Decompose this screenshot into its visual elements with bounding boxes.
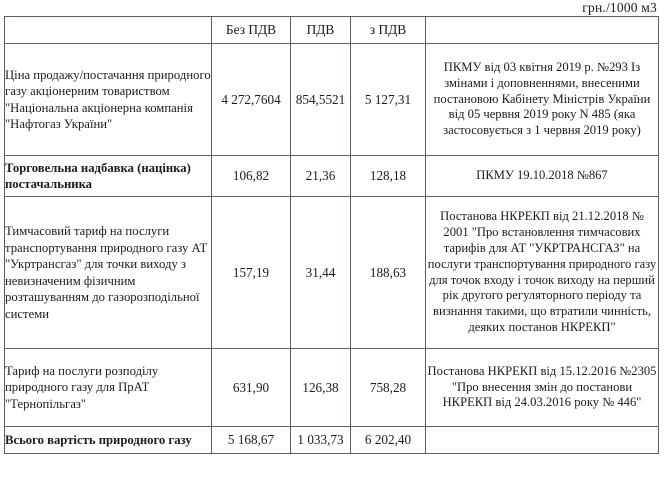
row-net-value: 106,82 — [212, 156, 291, 197]
gas-tariff-table — [4, 16, 659, 454]
row-vat-value: 126,38 — [291, 349, 351, 427]
row-legal-basis: Постанова НКРЕКП від 15.12.2016 №2305 "Про внесення змін до постанови НКРЕКП від 24.03.2016 року № 446" — [426, 349, 659, 427]
row-legal-basis: ПКМУ 19.10.2018 №867 — [426, 156, 659, 197]
row-vat-value: 854,5521 — [291, 44, 351, 156]
row-net-value: 631,90 — [212, 349, 291, 427]
table-total-row — [5, 427, 659, 454]
row-net-value: 4 272,7604 — [212, 44, 291, 156]
table-row — [5, 349, 659, 427]
table-header-row — [5, 17, 659, 44]
header-vat: ПДВ — [291, 17, 351, 44]
row-description: Тимчасовий тариф на послуги транспортування природного газу АТ "Укртрансгаз" для точки виходу з невизначеним фізичним розташуванням до газорозподільної системи — [5, 197, 212, 349]
unit-label: грн./1000 м3 — [582, 0, 657, 15]
row-description: Торговельна надбавка (націнка) постачальника — [5, 156, 212, 197]
row-net-value: 157,19 — [212, 197, 291, 349]
row-gross-value: 188,63 — [351, 197, 426, 349]
row-vat-value: 21,36 — [291, 156, 351, 197]
header-basis — [426, 17, 659, 44]
row-vat-value: 1 033,73 — [291, 427, 351, 454]
row-vat-value: 31,44 — [291, 197, 351, 349]
header-net: Без ПДВ — [212, 17, 291, 44]
row-gross-value: 5 127,31 — [351, 44, 426, 156]
row-gross-value: 128,18 — [351, 156, 426, 197]
row-legal-basis: ПКМУ від 03 квітня 2019 р. №293 Із змінами і доповненнями, внесеними постановою Кабінету Міністрів України від 05 червня 2019 року N 485 (яка застосовується з 1 червня 2019 року) — [426, 44, 659, 156]
row-description: Ціна продажу/постачання природного газу акціонерним товариством "Національна акціонерна компанія "Нафтогаз України" — [5, 44, 212, 156]
row-legal-basis — [426, 427, 659, 454]
row-description: Тариф на послуги розподілу природного газу для ПрАТ "Тернопільгаз" — [5, 349, 212, 427]
table-row — [5, 197, 659, 349]
table-row — [5, 44, 659, 156]
row-gross-value: 758,28 — [351, 349, 426, 427]
row-legal-basis: Постанова НКРЕКП від 21.12.2018 № 2001 "Про встановлення тимчасових тарифів для АТ "УКРТРАНСГАЗ" на послуги транспортування природного газу для точок входу і точок виходу на перший рік другого регуляторного періоду та визнання такими, що втратили чинність, деяких постанов НКРЕКП" — [426, 197, 659, 349]
row-gross-value: 6 202,40 — [351, 427, 426, 454]
table-row — [5, 156, 659, 197]
row-description: Всього вартість природного газу — [5, 427, 212, 454]
header-description — [5, 17, 212, 44]
row-net-value: 5 168,67 — [212, 427, 291, 454]
header-gross: з ПДВ — [351, 17, 426, 44]
